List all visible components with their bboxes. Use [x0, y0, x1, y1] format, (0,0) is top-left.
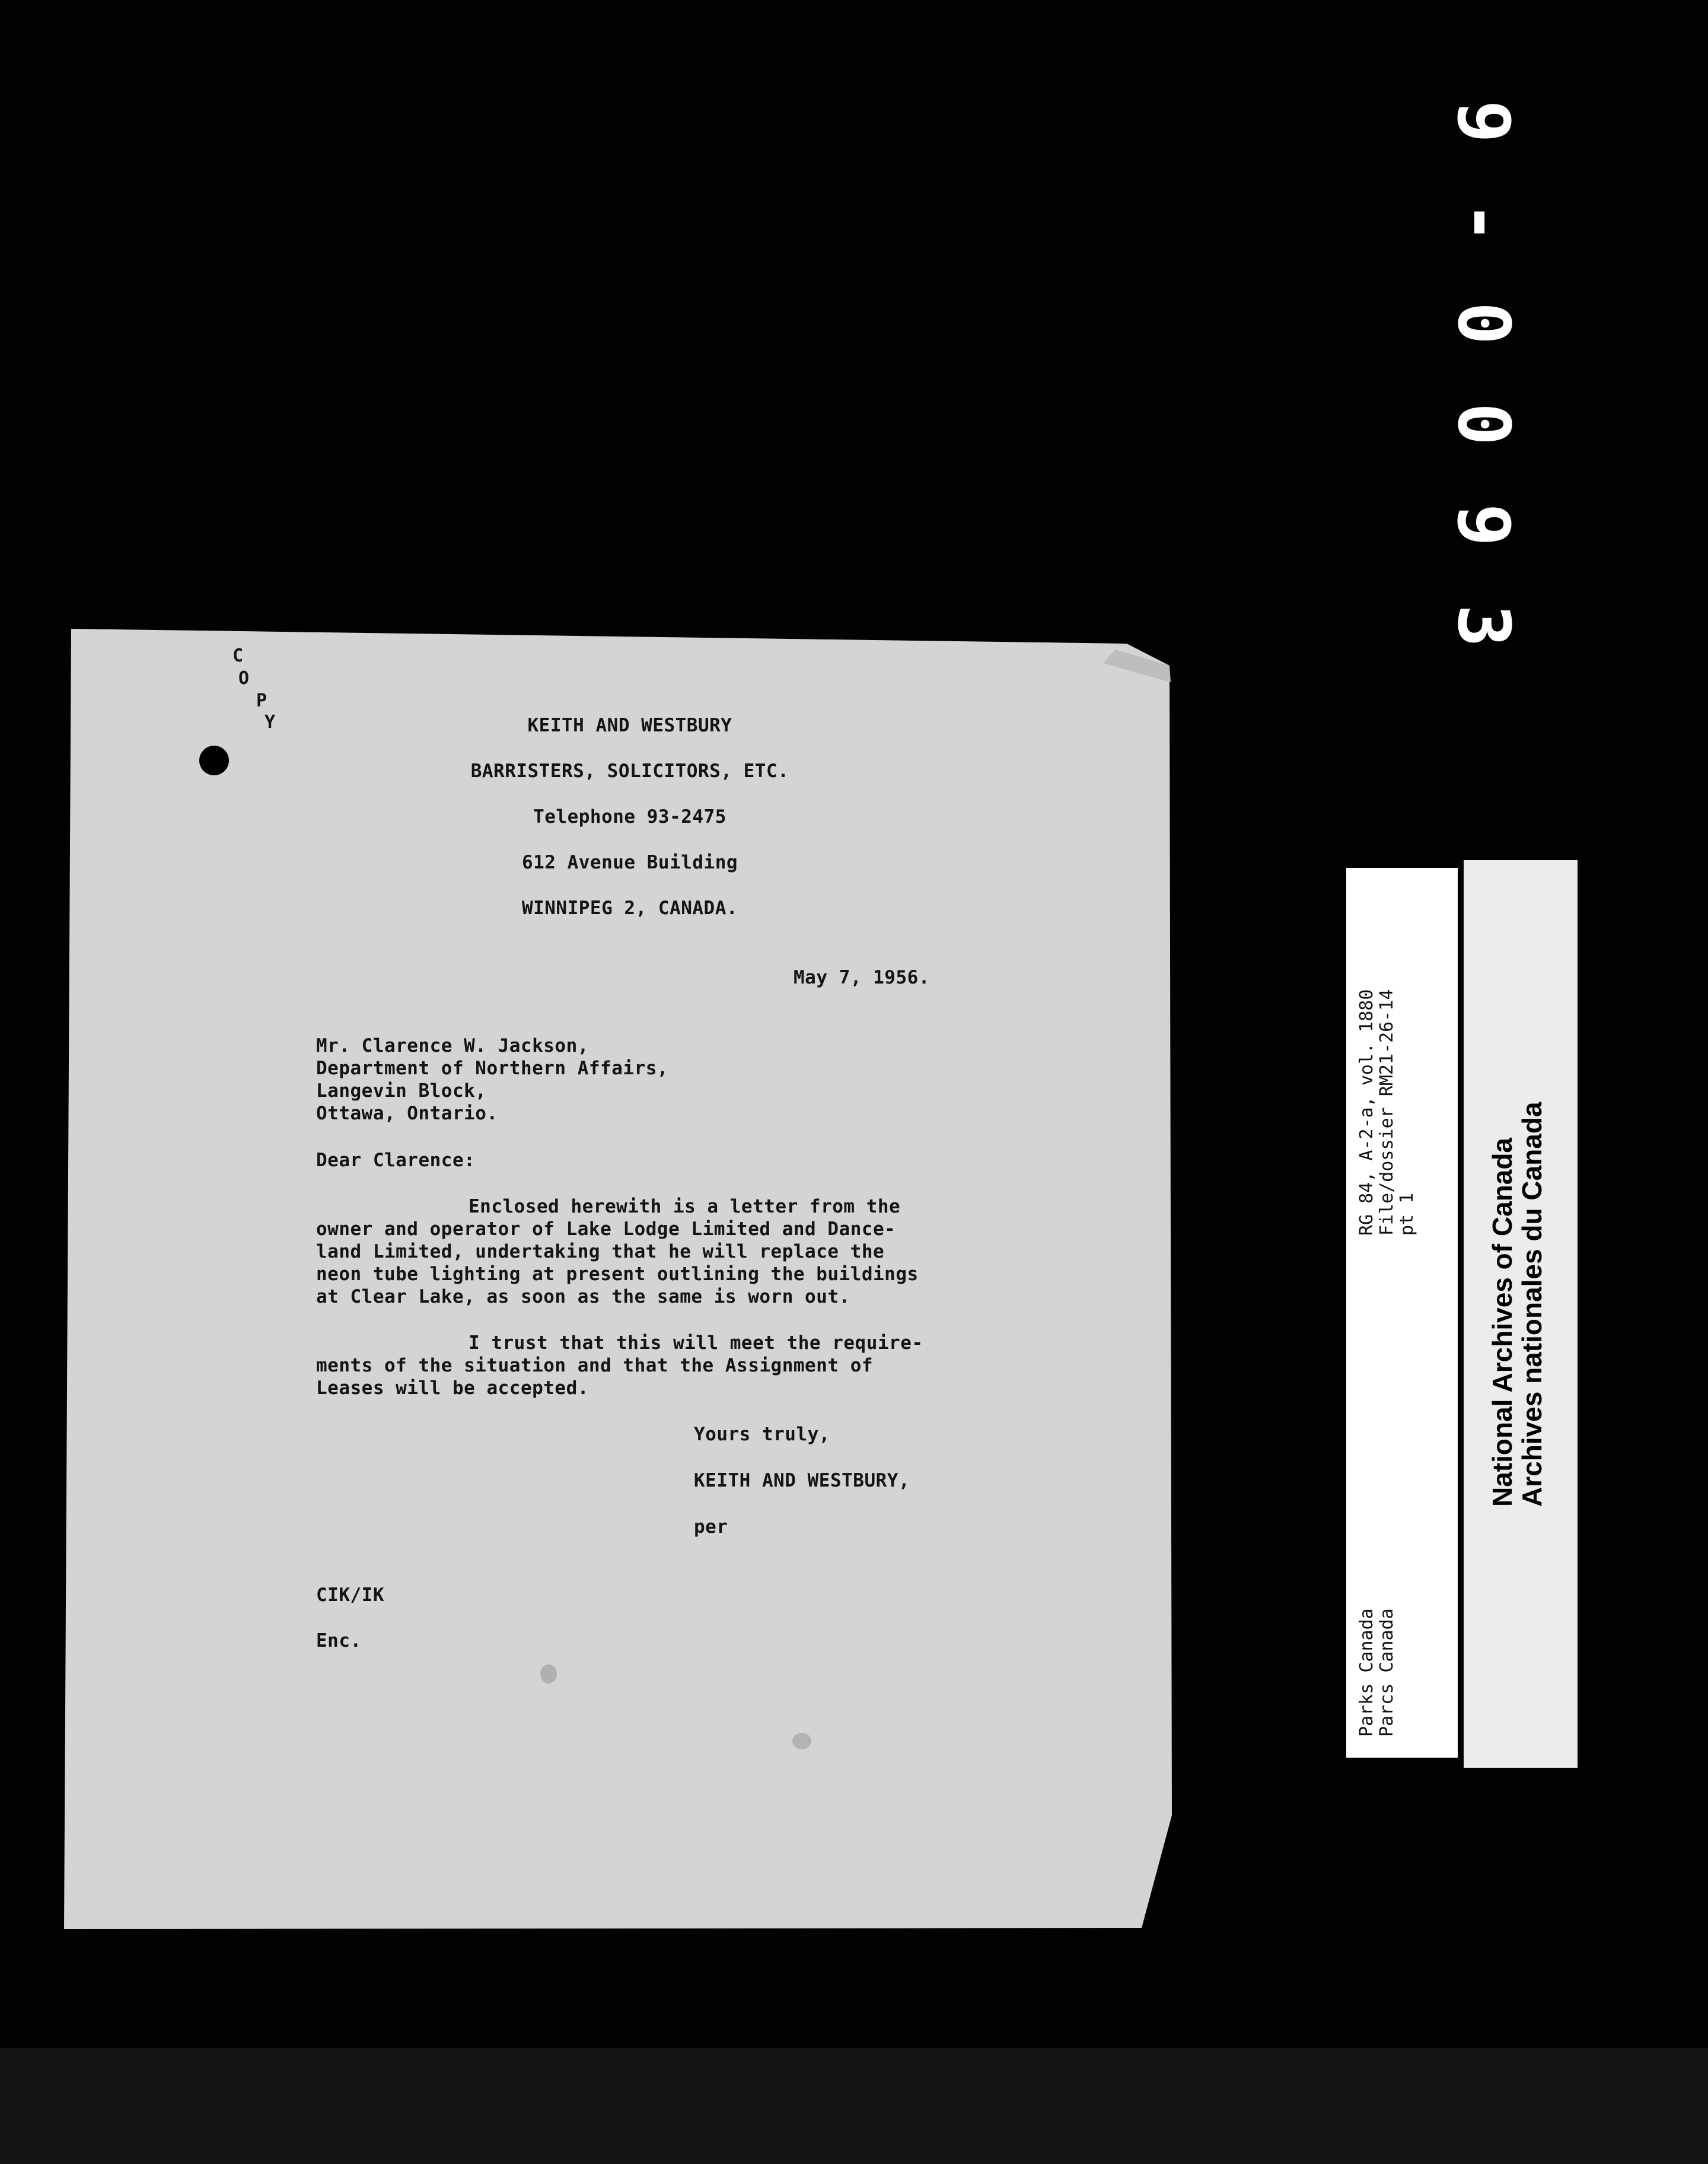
recipient-line: Ottawa, Ontario. — [316, 1103, 498, 1124]
letterhead-city: WINNIPEG 2, CANADA. — [521, 898, 738, 919]
recipient-line: Langevin Block, — [316, 1080, 487, 1102]
reference-line: pt 1 — [1397, 1192, 1417, 1236]
letterhead-profession: BARRISTERS, SOLICITORS, ETC. — [470, 760, 789, 782]
frame-number — [1441, 71, 1524, 676]
agency-line: Parcs Canada — [1376, 1608, 1397, 1737]
archive-name-line: Archives nationales du Canada — [1516, 1102, 1547, 1507]
frame-digit: 0 — [1442, 301, 1524, 345]
per-line: per — [694, 1516, 728, 1538]
archive-name-line: National Archives of Canada — [1487, 1137, 1518, 1507]
paragraph1-line: neon tube lighting at present outlining the buildings — [316, 1264, 919, 1285]
archive-name-label — [1464, 860, 1578, 1768]
enclosure-note: Enc. — [316, 1630, 362, 1651]
reference-line: File/dossier RM21-26-14 — [1376, 989, 1397, 1236]
frame-digit: 3 — [1442, 604, 1524, 648]
copy-mark-c: C — [232, 645, 244, 666]
paragraph2-line: ments of the situation and that the Assignment of — [316, 1355, 874, 1376]
letterhead-telephone: Telephone 93-2475 — [533, 806, 726, 828]
paragraph1-line: owner and operator of Lake Lodge Limited and Dance- — [316, 1218, 896, 1240]
salutation: Dear Clarence: — [316, 1150, 476, 1171]
reference-line: RG 84, A-2-a, vol. 1880 — [1356, 989, 1377, 1236]
frame-digit: 0 — [1442, 402, 1524, 446]
paragraph2-line: I trust that this will meet the require- — [469, 1332, 923, 1354]
paragraph1-line: land Limited, undertaking that he will replace the — [316, 1241, 885, 1262]
letter-date: May 7, 1956. — [794, 967, 930, 988]
copy-mark-o: O — [238, 668, 250, 689]
paragraph2-line: Leases will be accepted. — [316, 1377, 589, 1399]
frame-digit: 9 — [1442, 100, 1524, 144]
paragraph1-line: at Clear Lake, as soon as the same is worn out. — [316, 1286, 850, 1307]
typist-initials: CIK/IK — [316, 1584, 384, 1606]
frame-digit: - — [1442, 201, 1524, 244]
signature-firm: KEITH AND WESTBURY, — [694, 1470, 910, 1491]
archive-reference-label — [1346, 868, 1458, 1758]
agency-line: Parks Canada — [1356, 1608, 1377, 1737]
copy-mark-p: P — [256, 690, 267, 711]
letterhead-firm: KEITH AND WESTBURY — [527, 715, 732, 736]
recipient-line: Mr. Clarence W. Jackson, — [316, 1035, 589, 1056]
letterhead-address: 612 Avenue Building — [521, 852, 738, 873]
recipient-line: Department of Northern Affairs, — [316, 1058, 669, 1079]
punch-hole — [199, 746, 229, 775]
frame-digit: 9 — [1442, 503, 1524, 547]
copy-mark-y: Y — [265, 712, 276, 733]
closing: Yours truly, — [694, 1424, 830, 1445]
paragraph1-line: Enclosed herewith is a letter from the — [469, 1196, 901, 1217]
